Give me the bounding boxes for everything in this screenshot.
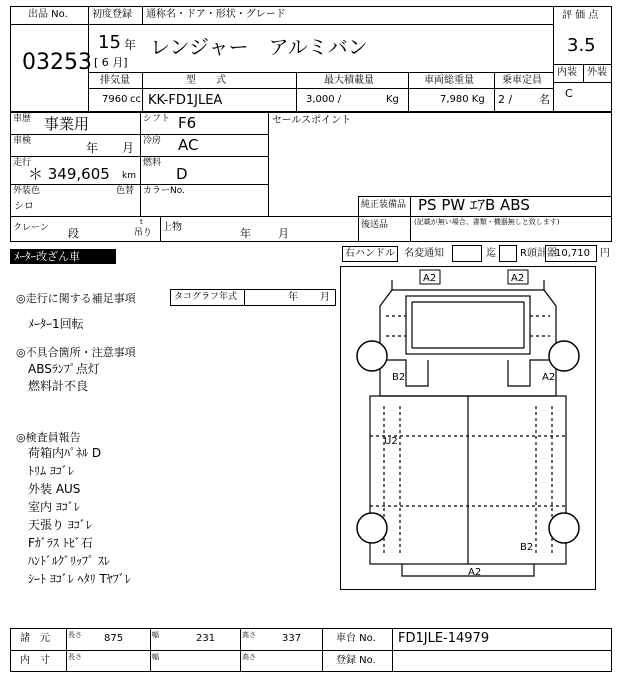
defect-item: ABSﾗﾝﾌﾟ点灯 xyxy=(28,362,100,376)
history-label: 車歴 xyxy=(13,114,32,124)
inner-width-label: 幅 xyxy=(152,653,159,661)
capacity-value: 2 / xyxy=(498,93,513,106)
damage-mark: B2 xyxy=(392,372,406,383)
first-reg-label: 初度登録 xyxy=(92,9,132,20)
handle-label: 右ハンドル xyxy=(345,248,395,259)
inspector-item: 室内 ﾖｺﾞﾚ xyxy=(28,500,80,514)
inspector-item: ﾊﾝﾄﾞﾙｸﾞﾘｯﾌﾟ ｽﾚ xyxy=(28,554,110,568)
defect-item: 燃料計不良 xyxy=(28,379,89,393)
exterior-label: 外装 xyxy=(587,67,607,78)
retrofit-note: (記載が無い場合、書類・機器無しと致します) xyxy=(414,218,560,226)
crane-ton-bottom: 吊り xyxy=(134,228,153,238)
mileage-unit: km xyxy=(122,171,136,181)
color-code-label: カラーNo. xyxy=(143,186,185,196)
equipment-value: PS PW ｴｱB ABS xyxy=(418,196,530,214)
ac-label: 冷房 xyxy=(143,136,162,146)
damage-mark: A2 xyxy=(511,273,525,284)
wheel-rear-right xyxy=(549,513,579,543)
height-label: 高さ xyxy=(242,631,256,639)
inspector-item: 天張り ﾖｺﾞﾚ xyxy=(28,518,92,532)
height-value: 337 xyxy=(282,633,302,644)
exterior-color-label: 外装色 xyxy=(13,186,41,196)
wheel-rear-left xyxy=(357,513,387,543)
selling-point-label: セールスポイント xyxy=(272,115,352,126)
inspector-heading: ◎検査員報告 xyxy=(16,431,81,444)
crane-label: クレーン xyxy=(13,223,49,233)
model-label: 型 式 xyxy=(186,75,226,86)
damage-mark: A2 xyxy=(423,273,437,284)
travel-item: ﾒｰﾀｰ1回転 xyxy=(28,317,84,331)
r-meter-label: R頭計器 xyxy=(520,248,557,259)
damage-mark: B2 xyxy=(520,542,534,553)
tachograph-month-unit: 月 xyxy=(320,292,330,303)
retrofit-label: 後送品 xyxy=(361,220,389,230)
inner-length-label: 長さ xyxy=(68,653,82,661)
wheel-front-left xyxy=(357,341,387,371)
inspector-item: Fｶﾞﾗｽ ﾄﾋﾞ石 xyxy=(28,536,93,550)
mileage-value: ＊ 349,605 xyxy=(28,165,110,183)
r-meter-unit: 円 xyxy=(600,248,610,259)
chassis-label: 車台 No. xyxy=(336,633,376,644)
length-value: 875 xyxy=(104,633,124,644)
inner-height-label: 高さ xyxy=(242,653,256,661)
fuel-label: 燃料 xyxy=(143,158,162,168)
inner-dims-label: 内 寸 xyxy=(20,655,50,666)
model-code: KK-FD1JLEA xyxy=(148,93,223,108)
capacity-unit: 名 xyxy=(539,93,550,106)
interior-label: 内装 xyxy=(557,67,577,78)
reg-year-unit: 年 xyxy=(124,38,137,52)
body-year-unit: 年 xyxy=(240,227,251,240)
chassis-number: FD1JLE-14979 xyxy=(398,631,490,646)
inspection-month-unit: 月 xyxy=(122,141,135,155)
damage-mark: A2 xyxy=(468,567,482,578)
max-load-unit: Kg xyxy=(386,94,399,105)
meter-tamper-banner: ﾒｰﾀｰ改ざん車 xyxy=(10,249,116,264)
deadline-label: 迄 xyxy=(486,248,496,259)
inspector-item: ｼｰﾄ ﾖｺﾞﾚ ﾍﾀﾘ Tﾔﾌﾞﾚ xyxy=(28,572,131,586)
defect-heading: ◎不具合箇所・注意事項 xyxy=(16,346,136,359)
inspector-item: 荷箱内ﾊﾟﾈﾙ D xyxy=(28,446,102,460)
damage-mark: U2 xyxy=(384,436,398,447)
shift-label: シフト xyxy=(143,114,171,124)
capacity-label: 乗車定員 xyxy=(502,75,542,86)
fuel-value: D xyxy=(176,165,188,183)
registration-label: 登録 No. xyxy=(336,655,376,666)
width-value: 231 xyxy=(196,633,216,644)
r-meter-value: 10,710 xyxy=(555,248,590,259)
name-label: 通称名・ドア・形状・グレード xyxy=(146,9,286,20)
shift-value: F6 xyxy=(178,114,197,132)
max-load-value: 3,000 / xyxy=(306,94,342,105)
grade-value: 3.5 xyxy=(567,35,596,56)
grade-label: 評 価 点 xyxy=(562,10,599,21)
history-value: 事業用 xyxy=(44,115,90,133)
lot-label: 出品 No. xyxy=(28,9,68,20)
tachograph-year-unit: 年 xyxy=(288,292,298,303)
dims-label: 諸 元 xyxy=(20,633,50,644)
interior-value: C xyxy=(565,87,573,100)
body-month-unit: 月 xyxy=(278,227,289,240)
equipment-label: 純正装備品 xyxy=(361,200,407,210)
windshield xyxy=(406,296,530,354)
crane-ton-top: t xyxy=(140,218,143,226)
name-change-label: 名変通知 xyxy=(404,248,444,259)
name-change-box xyxy=(452,245,482,262)
displacement-label: 排気量 xyxy=(100,75,130,86)
damage-mark: A2 xyxy=(542,372,556,383)
inspector-item: ﾄﾘﾑ ﾖｺﾞﾚ xyxy=(28,464,74,478)
tachograph-label: タコグラフ年式 xyxy=(174,292,238,302)
ac-value: AC xyxy=(178,136,199,154)
length-label: 長さ xyxy=(68,631,82,639)
displacement-value: 7960 xyxy=(102,94,128,105)
truck-diagram xyxy=(340,266,596,590)
exterior-color-value: シロ xyxy=(14,201,34,212)
crane-unit: 段 xyxy=(68,227,79,240)
lot-number: 03253 xyxy=(22,50,92,75)
inspector-item: 外装 AUS xyxy=(28,482,81,496)
displacement-unit: cc xyxy=(130,94,141,105)
gross-weight-label: 車両総重量 xyxy=(424,75,474,86)
width-label: 幅 xyxy=(152,631,159,639)
reg-month: [ 6 月] xyxy=(94,56,128,69)
body-label: 上物 xyxy=(162,222,182,233)
travel-heading: ◎走行に関する補足事項 xyxy=(16,292,136,305)
reg-year: 15 xyxy=(98,32,121,53)
inspection-label: 車検 xyxy=(13,136,32,146)
color-change-label: 色替 xyxy=(116,186,135,196)
car-name: レンジャー アルミバン xyxy=(150,35,368,59)
inspection-year-unit: 年 xyxy=(86,141,99,155)
wheel-front-right xyxy=(549,341,579,371)
max-load-label: 最大積載量 xyxy=(324,75,374,86)
mileage-label: 走行 xyxy=(13,158,32,168)
deadline-box xyxy=(499,245,517,262)
gross-weight-value: 7,980 Kg xyxy=(440,94,485,105)
